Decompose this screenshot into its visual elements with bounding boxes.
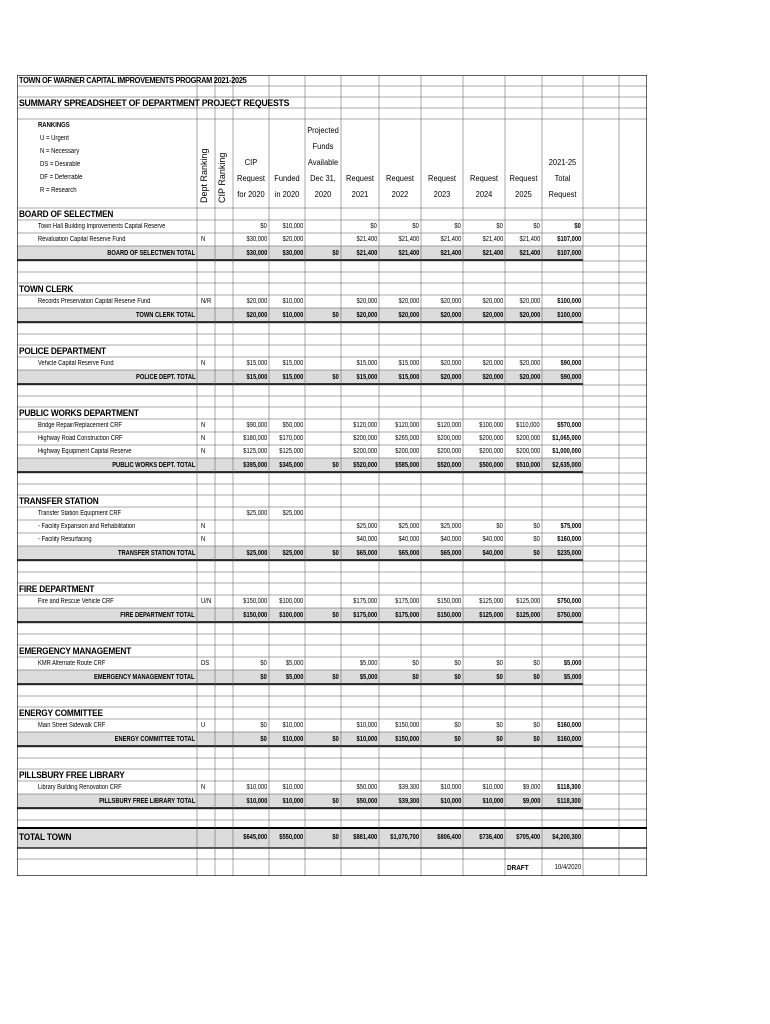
value-cell: $40,000 xyxy=(482,536,503,543)
value-cell: $50,000 xyxy=(282,422,303,429)
dept-ranking-code: N xyxy=(201,784,206,791)
section-total-label: FIRE DEPARTMENT TOTAL xyxy=(120,612,195,619)
section-total-value: $520,000 xyxy=(437,462,461,469)
value-cell: $200,000 xyxy=(437,448,461,455)
project-label: Transfer Station Equipment CRF xyxy=(38,510,122,517)
column-header-r2025: 2025 xyxy=(515,189,532,199)
value-cell: $150,000 xyxy=(437,598,461,605)
column-header-cip-request: for 2020 xyxy=(237,189,265,199)
value-cell: $150,000 xyxy=(395,722,419,729)
draft-date: 10/4/2020 xyxy=(554,864,581,871)
section-total-value: $15,000 xyxy=(282,374,303,381)
section-total-value: $150,000 xyxy=(437,612,461,619)
project-label: Highway Road Construction CRF xyxy=(38,435,123,442)
value-cell: $200,000 xyxy=(516,448,540,455)
value-cell: $1,000,000 xyxy=(552,448,581,455)
value-cell: $50,000 xyxy=(356,784,377,791)
dept-ranking-code: N/R xyxy=(201,298,212,305)
grand-total-value: $881,400 xyxy=(353,834,377,841)
section-total-value: $10,000 xyxy=(440,798,461,805)
section-total-value: $10,000 xyxy=(282,736,303,743)
section-total-value: $5,000 xyxy=(285,674,303,681)
value-cell: $21,400 xyxy=(440,236,461,243)
section-total-value: $65,000 xyxy=(440,550,461,557)
section-total-value: $0 xyxy=(332,798,339,805)
section-total-value: $175,000 xyxy=(395,612,419,619)
value-cell: $0 xyxy=(533,223,540,230)
value-cell: $100,000 xyxy=(279,598,303,605)
section-total-label: PUBLIC WORKS DEPT. TOTAL xyxy=(111,462,195,469)
value-cell: $15,000 xyxy=(398,360,419,367)
section-total-value: $15,000 xyxy=(398,374,419,381)
value-cell: $20,000 xyxy=(246,298,267,305)
section-total-label: TOWN CLERK TOTAL xyxy=(135,312,195,319)
column-header-projected: Projected xyxy=(307,125,339,135)
grand-total-value: $550,000 xyxy=(279,834,303,841)
rankings-heading: RANKINGS xyxy=(38,122,70,129)
section-total-value: $30,000 xyxy=(246,250,267,257)
section-total-value: $100,000 xyxy=(557,312,581,319)
value-cell: $25,000 xyxy=(246,510,267,517)
column-header-funded: in 2020 xyxy=(274,189,300,199)
project-label: Fire and Rescue Vehicle CRF xyxy=(38,598,114,605)
value-cell: $21,400 xyxy=(356,236,377,243)
ranking-legend-item: DS = Desirable xyxy=(40,161,81,168)
section-total-value: $15,000 xyxy=(246,374,267,381)
value-cell: $20,000 xyxy=(519,360,540,367)
section-total-value: $9,000 xyxy=(522,798,540,805)
value-cell: $20,000 xyxy=(482,360,503,367)
value-cell: $570,000 xyxy=(557,422,581,429)
column-header-funded: Funded xyxy=(274,173,300,183)
value-cell: $0 xyxy=(533,722,540,729)
section-name: ENERGY COMMITTEE xyxy=(19,708,103,718)
column-header-total: 2021-25 xyxy=(548,157,577,167)
section-total-value: $100,000 xyxy=(279,612,303,619)
section-total-value: $20,000 xyxy=(356,312,377,319)
section-total-value: $0 xyxy=(496,736,503,743)
value-cell: $200,000 xyxy=(479,448,503,455)
value-cell: $10,000 xyxy=(482,784,503,791)
section-total-value: $10,000 xyxy=(282,798,303,805)
value-cell: $0 xyxy=(260,223,267,230)
value-cell: $90,000 xyxy=(246,422,267,429)
section-name: TOWN CLERK xyxy=(19,284,74,294)
value-cell: $25,000 xyxy=(440,523,461,530)
grand-total-value: $705,400 xyxy=(516,834,540,841)
value-cell: $20,000 xyxy=(440,298,461,305)
value-cell: $21,400 xyxy=(482,236,503,243)
value-cell: $125,000 xyxy=(516,598,540,605)
value-cell: $5,000 xyxy=(285,660,303,667)
section-total-value: $0 xyxy=(533,736,540,743)
section-total-value: $345,000 xyxy=(279,462,303,469)
value-cell: $0 xyxy=(533,536,540,543)
column-header-r2023: 2023 xyxy=(433,189,451,199)
section-total-value: $0 xyxy=(332,550,339,557)
section-total-value: $20,000 xyxy=(440,374,461,381)
value-cell: $20,000 xyxy=(482,298,503,305)
value-cell: $118,300 xyxy=(557,784,581,791)
section-name: PUBLIC WORKS DEPARTMENT xyxy=(19,408,139,418)
value-cell: $10,000 xyxy=(440,784,461,791)
value-cell: $75,000 xyxy=(560,523,581,530)
section-total-value: $10,000 xyxy=(282,312,303,319)
section-total-value: $20,000 xyxy=(398,312,419,319)
project-label: Main Street Sidewalk CRF xyxy=(38,722,106,729)
value-cell: $107,000 xyxy=(557,236,581,243)
dept-ranking-code: N xyxy=(201,360,206,367)
section-total-value: $0 xyxy=(260,674,267,681)
column-header-r2022: 2022 xyxy=(391,189,409,199)
value-cell: $10,000 xyxy=(282,722,303,729)
section-total-value: $21,400 xyxy=(356,250,377,257)
value-cell: $100,000 xyxy=(479,422,503,429)
section-total-value: $39,300 xyxy=(398,798,419,805)
value-cell: $200,000 xyxy=(479,435,503,442)
grand-total-label: TOTAL TOWN xyxy=(19,832,72,842)
value-cell: $15,000 xyxy=(356,360,377,367)
value-cell: $5,000 xyxy=(359,660,377,667)
value-cell: $175,000 xyxy=(353,598,377,605)
spreadsheet xyxy=(17,75,647,884)
section-total-value: $40,000 xyxy=(482,550,503,557)
value-cell: $39,300 xyxy=(398,784,419,791)
project-label: - Facility Resurfacing xyxy=(38,536,92,543)
dept-ranking-code: N xyxy=(201,435,206,442)
value-cell: $160,000 xyxy=(557,536,581,543)
section-total-value: $10,000 xyxy=(356,736,377,743)
value-cell: $20,000 xyxy=(282,236,303,243)
grand-total-value: $806,400 xyxy=(437,834,461,841)
section-total-value: $10,000 xyxy=(246,798,267,805)
section-total-value: $21,400 xyxy=(519,250,540,257)
column-header-projected: 2020 xyxy=(314,189,332,199)
cip-ranking-header: CIP Ranking xyxy=(217,152,227,203)
value-cell: $0 xyxy=(574,223,581,230)
section-total-value: $20,000 xyxy=(246,312,267,319)
value-cell: $0 xyxy=(454,660,461,667)
grand-total-value: $4,200,300 xyxy=(552,834,581,841)
section-total-value: $5,000 xyxy=(359,674,377,681)
dept-ranking-code: U xyxy=(201,722,206,729)
section-total-value: $125,000 xyxy=(516,612,540,619)
column-header-projected: Dec 31, xyxy=(310,173,336,183)
value-cell: $0 xyxy=(260,660,267,667)
section-total-value: $585,000 xyxy=(395,462,419,469)
section-total-value: $0 xyxy=(533,550,540,557)
sheet-subtitle: SUMMARY SPREADSHEET OF DEPARTMENT PROJECT REQUESTS xyxy=(19,98,290,109)
section-total-value: $0 xyxy=(332,612,339,619)
value-cell: $180,000 xyxy=(243,435,267,442)
section-total-value: $175,000 xyxy=(353,612,377,619)
value-cell: $10,000 xyxy=(282,298,303,305)
value-cell: $0 xyxy=(496,660,503,667)
draft-label: DRAFT xyxy=(507,863,529,872)
column-header-r2025: Request xyxy=(509,173,538,183)
section-total-value: $0 xyxy=(454,736,461,743)
section-total-value: $65,000 xyxy=(356,550,377,557)
column-header-cip-request: CIP xyxy=(244,157,258,167)
project-label: Vehicle Capital Reserve Fund xyxy=(38,360,114,367)
value-cell: $25,000 xyxy=(356,523,377,530)
column-header-total: Total xyxy=(554,173,571,183)
section-total-value: $750,000 xyxy=(557,612,581,619)
value-cell: $265,000 xyxy=(395,435,419,442)
value-cell: $0 xyxy=(260,722,267,729)
value-cell: $0 xyxy=(533,523,540,530)
section-total-value: $150,000 xyxy=(243,612,267,619)
section-total-value: $0 xyxy=(454,674,461,681)
section-total-value: $20,000 xyxy=(482,374,503,381)
value-cell: $110,000 xyxy=(516,422,540,429)
value-cell: $15,000 xyxy=(282,360,303,367)
section-total-value: $20,000 xyxy=(482,312,503,319)
project-label: Town Hall Building Improvements Capital Reserve xyxy=(38,223,166,230)
value-cell: $40,000 xyxy=(356,536,377,543)
ranking-legend-item: DF = Deferrable xyxy=(40,174,83,181)
section-name: FIRE DEPARTMENT xyxy=(19,584,95,594)
column-header-total: Request xyxy=(548,189,577,199)
ranking-legend-item: U = Urgent xyxy=(40,135,69,142)
section-total-value: $90,000 xyxy=(560,374,581,381)
sheet-title: TOWN OF WARNER CAPITAL IMPROVEMENTS PROGRAM 2021-2025 xyxy=(19,76,247,85)
section-total-value: $20,000 xyxy=(519,374,540,381)
section-total-value: $21,400 xyxy=(440,250,461,257)
project-label: Library Building Renovation CRF xyxy=(38,784,122,791)
value-cell: $20,000 xyxy=(398,298,419,305)
section-total-value: $21,400 xyxy=(482,250,503,257)
section-total-label: ENERGY COMMITTEE TOTAL xyxy=(114,736,195,743)
section-total-label: POLICE DEPT. TOTAL xyxy=(135,374,195,381)
section-total-value: $0 xyxy=(332,312,339,319)
value-cell: $0 xyxy=(454,223,461,230)
section-total-value: $500,000 xyxy=(479,462,503,469)
value-cell: $0 xyxy=(496,523,503,530)
value-cell: $0 xyxy=(412,223,419,230)
section-total-value: $15,000 xyxy=(356,374,377,381)
section-total-value: $0 xyxy=(496,674,503,681)
value-cell: $0 xyxy=(370,223,377,230)
value-cell: $25,000 xyxy=(398,523,419,530)
value-cell: $120,000 xyxy=(437,422,461,429)
section-total-label: EMERGENCY MANAGEMENT TOTAL xyxy=(94,674,195,681)
dept-ranking-code: N xyxy=(201,236,206,243)
value-cell: $20,000 xyxy=(519,298,540,305)
section-total-value: $21,400 xyxy=(398,250,419,257)
grand-total-value: $1,070,700 xyxy=(390,834,419,841)
column-header-r2024: Request xyxy=(470,173,498,183)
section-total-value: $20,000 xyxy=(440,312,461,319)
section-total-value: $235,000 xyxy=(557,550,581,557)
value-cell: $90,000 xyxy=(560,360,581,367)
project-label: Highway Equipment Capital Reserve xyxy=(38,448,132,455)
section-total-value: $0 xyxy=(332,374,339,381)
section-name: POLICE DEPARTMENT xyxy=(19,346,106,356)
value-cell: $200,000 xyxy=(516,435,540,442)
dept-ranking-code: N xyxy=(201,523,206,530)
dept-ranking-code: N xyxy=(201,536,206,543)
column-header-r2021: 2021 xyxy=(351,189,369,199)
project-label: - Facility Expansion and Rehabilitation xyxy=(38,523,136,530)
section-total-value: $10,000 xyxy=(482,798,503,805)
section-total-value: $118,300 xyxy=(557,798,581,805)
section-total-value: $25,000 xyxy=(282,550,303,557)
value-cell: $10,000 xyxy=(356,722,377,729)
column-header-r2022: Request xyxy=(386,173,414,183)
dept-ranking-code: N xyxy=(201,422,206,429)
section-name: BOARD OF SELECTMEN xyxy=(19,209,114,219)
section-total-value: $0 xyxy=(332,250,339,257)
value-cell: $120,000 xyxy=(353,422,377,429)
value-cell: $200,000 xyxy=(395,448,419,455)
section-total-label: TRANSFER STATION TOTAL xyxy=(117,550,195,557)
value-cell: $0 xyxy=(412,660,419,667)
value-cell: $200,000 xyxy=(437,435,461,442)
value-cell: $10,000 xyxy=(282,784,303,791)
section-total-value: $0 xyxy=(332,736,339,743)
project-label: KMR Alternate Route CRF xyxy=(38,660,106,667)
dept-ranking-header: Dept Ranking xyxy=(199,148,209,203)
section-total-value: $0 xyxy=(332,674,339,681)
section-total-value: $520,000 xyxy=(353,462,377,469)
column-header-cip-request: Request xyxy=(237,173,265,183)
value-cell: $200,000 xyxy=(353,435,377,442)
value-cell: $175,000 xyxy=(395,598,419,605)
section-total-value: $65,000 xyxy=(398,550,419,557)
ranking-legend-item: R = Research xyxy=(40,187,77,194)
section-total-value: $25,000 xyxy=(246,550,267,557)
value-cell: $0 xyxy=(496,722,503,729)
project-label: Revaluation Capital Reserve Fund xyxy=(38,236,126,243)
value-cell: $0 xyxy=(533,660,540,667)
value-cell: $21,400 xyxy=(398,236,419,243)
value-cell: $0 xyxy=(454,722,461,729)
section-name: TRANSFER STATION xyxy=(19,496,99,506)
dept-ranking-code: DS xyxy=(201,660,210,667)
section-total-value: $510,000 xyxy=(516,462,540,469)
column-header-r2024: 2024 xyxy=(475,189,493,199)
value-cell: $125,000 xyxy=(279,448,303,455)
section-total-value: $150,000 xyxy=(395,736,419,743)
project-label: Records Preservation Capital Reserve Fund xyxy=(38,298,151,305)
value-cell: $20,000 xyxy=(440,360,461,367)
section-total-value: $2,635,000 xyxy=(552,462,581,469)
section-total-value: $20,000 xyxy=(519,312,540,319)
section-total-value: $50,000 xyxy=(356,798,377,805)
value-cell: $15,000 xyxy=(246,360,267,367)
value-cell: $10,000 xyxy=(282,223,303,230)
column-header-r2023: Request xyxy=(428,173,456,183)
value-cell: $25,000 xyxy=(282,510,303,517)
grand-total-value: $736,400 xyxy=(479,834,503,841)
value-cell: $40,000 xyxy=(440,536,461,543)
ranking-legend-item: N = Necessary xyxy=(40,148,80,155)
value-cell: $100,000 xyxy=(557,298,581,305)
section-total-value: $0 xyxy=(533,674,540,681)
section-total-value: $160,000 xyxy=(557,736,581,743)
column-header-projected: Funds xyxy=(312,141,334,151)
section-total-value: $0 xyxy=(260,736,267,743)
project-label: Bridge Repair/Replacement CRF xyxy=(38,422,122,429)
section-total-value: $395,000 xyxy=(243,462,267,469)
value-cell: $170,000 xyxy=(279,435,303,442)
section-name: PILLSBURY FREE LIBRARY xyxy=(19,770,125,780)
grand-total-value: $0 xyxy=(332,834,339,841)
value-cell: $0 xyxy=(496,223,503,230)
value-cell: $21,400 xyxy=(519,236,540,243)
value-cell: $30,000 xyxy=(246,236,267,243)
value-cell: $20,000 xyxy=(356,298,377,305)
section-total-label: BOARD OF SELECTMEN TOTAL xyxy=(107,250,195,257)
section-total-value: $0 xyxy=(412,674,419,681)
section-total-value: $125,000 xyxy=(479,612,503,619)
value-cell: $160,000 xyxy=(557,722,581,729)
value-cell: $40,000 xyxy=(398,536,419,543)
section-total-value: $5,000 xyxy=(563,674,581,681)
section-total-label: PILLSBURY FREE LIBRARY TOTAL xyxy=(98,798,195,805)
section-total-value: $0 xyxy=(332,462,339,469)
value-cell: $750,000 xyxy=(557,598,581,605)
value-cell: $5,000 xyxy=(563,660,581,667)
column-header-r2021: Request xyxy=(346,173,374,183)
section-total-value: $107,000 xyxy=(557,250,581,257)
dept-ranking-code: N xyxy=(201,448,206,455)
grand-total-value: $645,000 xyxy=(243,834,267,841)
value-cell: $125,000 xyxy=(243,448,267,455)
dept-ranking-code: U/N xyxy=(201,598,212,605)
value-cell: $9,000 xyxy=(522,784,540,791)
value-cell: $1,065,000 xyxy=(552,435,581,442)
value-cell: $10,000 xyxy=(246,784,267,791)
value-cell: $120,000 xyxy=(395,422,419,429)
section-total-value: $30,000 xyxy=(282,250,303,257)
column-header-projected: Available xyxy=(307,157,339,167)
value-cell: $150,000 xyxy=(243,598,267,605)
value-cell: $200,000 xyxy=(353,448,377,455)
value-cell: $125,000 xyxy=(479,598,503,605)
section-name: EMERGENCY MANAGEMENT xyxy=(19,646,132,656)
